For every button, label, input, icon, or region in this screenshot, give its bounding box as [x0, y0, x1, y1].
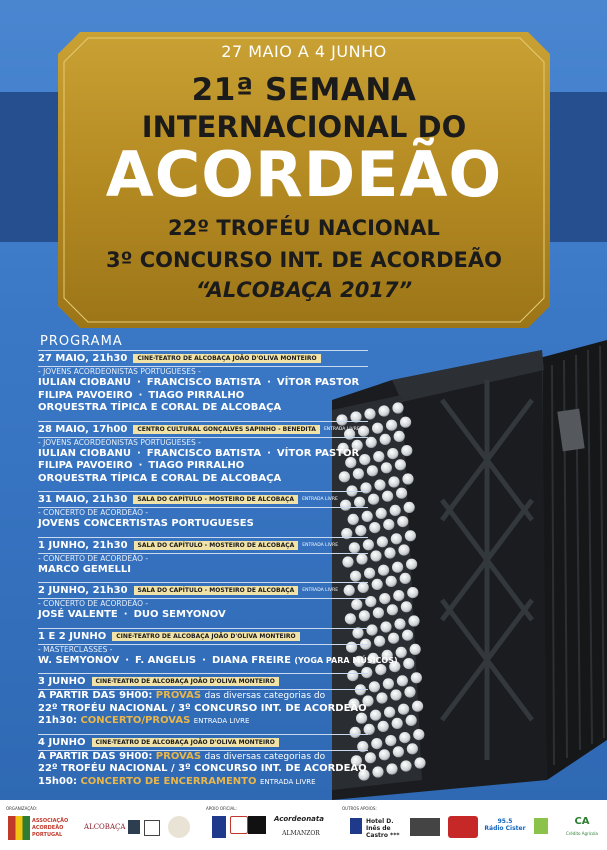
- outros-apoios-label: OUTROS APOIOS:: [342, 806, 377, 811]
- event-venue: CINE-TEATRO DE ALCOBAÇA JOÃO D'OLIVA MONTEIRO: [92, 677, 279, 686]
- accordion-button: [366, 624, 377, 635]
- performer: JOSÉ VALENTE: [38, 609, 118, 620]
- accordion-button: [372, 579, 383, 590]
- accordion-button: [390, 689, 401, 700]
- performers-line: ORQUESTRA TÍPICA E CORAL DE ALCOBAÇA: [38, 402, 282, 413]
- accordion-button: [370, 710, 381, 721]
- accordion-button: [404, 502, 415, 513]
- green-logo: [534, 818, 548, 834]
- performer: FILIPA PAVOEIRO: [38, 460, 133, 471]
- event-header: [38, 673, 368, 690]
- accordion-button: [408, 615, 419, 626]
- accordion-button: [397, 516, 408, 527]
- accordion-button: [386, 763, 397, 774]
- subtitle-trofeu: 22º TROFÉU NACIONAL: [168, 216, 440, 240]
- performer: DIANA FREIRE: [211, 654, 291, 666]
- event-venue: SALA DO CAPÍTULO - MOSTEIRO DE ALCOBAÇA: [134, 586, 299, 595]
- program-list: [38, 350, 398, 794]
- accordion-button: [400, 760, 411, 771]
- association-name: ASSOCIAÇÃO ACORDEÃO PORTUGAL: [32, 818, 69, 838]
- accordion-button: [411, 672, 422, 683]
- entrada-livre-tag: ENTRADA LIVRE: [323, 426, 360, 432]
- government-logo: [212, 816, 226, 838]
- accordion-button: [401, 445, 412, 456]
- credito-agricola-logo: [560, 816, 604, 839]
- event-27-maio: [38, 350, 368, 415]
- unesco-icon: [144, 820, 160, 836]
- event-header: [38, 491, 368, 508]
- acordeonata-logo: Acordeonata: [274, 815, 324, 823]
- performers-line: FILIPA PAVOEIRO · TIAGO PIRRALHO: [38, 460, 245, 471]
- seal-icon: [168, 816, 190, 838]
- event-date: 4 JUNHO: [38, 736, 86, 748]
- event-3-junho: [38, 673, 368, 728]
- time: A PARTIR DAS 9H00:: [38, 690, 153, 701]
- accordion-button: [399, 732, 410, 743]
- accordion-button: [376, 508, 387, 519]
- program-title: PROGRAMA: [40, 334, 123, 349]
- event-date: 31 MAIO, 21h30: [38, 494, 128, 505]
- event-header: [38, 582, 368, 599]
- accordion-button: [387, 448, 398, 459]
- entrada-livre-tag: ENTRADA LIVRE: [302, 588, 339, 593]
- accordion-button: [379, 593, 390, 604]
- accordion-button: [412, 701, 423, 712]
- radio-frequency: 95.5: [497, 818, 513, 825]
- accordion-button: [380, 621, 391, 632]
- entrada-livre-tag: ENTRADA LIVRE: [302, 542, 339, 548]
- event-header: [38, 421, 368, 438]
- performer: DUO SEMYONOV: [133, 609, 226, 620]
- entrada-livre: ENTRADA LIVRE: [193, 717, 250, 725]
- accordion-button: [400, 573, 411, 584]
- event-header: [38, 537, 368, 554]
- schedule-line: [38, 751, 368, 764]
- event-category: - JOVENS ACORDEONISTAS PORTUGUESES -: [38, 367, 201, 376]
- accordion-button: [405, 530, 416, 541]
- accordion-button: [391, 533, 402, 544]
- event-4-junho: [38, 734, 368, 789]
- description: das diversas categorias do: [204, 691, 326, 701]
- accordion-button: [388, 476, 399, 487]
- accordion-button: [374, 636, 385, 647]
- entrada-livre-tag: ENTRADA LIVRE: [302, 497, 338, 502]
- accordion-button: [373, 451, 384, 462]
- accordion-button: [392, 562, 403, 573]
- accordion-button: [383, 519, 394, 530]
- accordion-button: [373, 607, 384, 618]
- accordion-button: [384, 707, 395, 718]
- accordion-button: [384, 547, 395, 558]
- accordion-button: [369, 522, 380, 533]
- accordion-button: [407, 743, 418, 754]
- accordion-button: [375, 664, 386, 675]
- ca-mark: CA: [574, 816, 590, 827]
- schedule-line: [38, 776, 368, 789]
- performers-line: IULIAN CIOBANU · FRANCISCO BATISTA · VÍTOR PASTOR: [38, 447, 360, 459]
- performer-note: (YOGA PARA MÚSICOS): [294, 655, 398, 665]
- event-category: - MASTERCLASSES -: [38, 644, 113, 654]
- accordion-button: [402, 473, 413, 484]
- accordion-button: [392, 718, 403, 729]
- accordion-button: [413, 729, 424, 740]
- accordion-button: [414, 757, 425, 768]
- event-date: 2 JUNHO, 21h30: [38, 585, 128, 596]
- accordion-button: [369, 681, 380, 692]
- municipality-crest-icon: [350, 818, 362, 834]
- performer: VÍTOR PASTOR: [276, 447, 360, 459]
- performer: IULIAN CIOBANU: [38, 377, 131, 388]
- event-date: 3 JUNHO: [38, 676, 86, 687]
- accordion-button: [372, 423, 383, 434]
- accordion-button: [378, 721, 389, 732]
- pension-logo: [448, 816, 478, 838]
- accordion-button: [395, 459, 406, 470]
- official-logo: [230, 816, 248, 834]
- event-venue: CINE-TEATRO DE ALCOBAÇA JOÃO D'OLIVA MONTEIRO: [92, 738, 279, 747]
- event-category: - CONCERTO DE ACORDEÃO -: [38, 553, 149, 563]
- time: 15h00:: [38, 775, 77, 787]
- event-date: 1 E 2 JUNHO: [38, 630, 107, 642]
- performers-line: ORQUESTRA TÍPICA E CORAL DE ALCOBAÇA: [38, 472, 282, 484]
- accordion-button: [368, 494, 379, 505]
- event-header: [38, 628, 368, 645]
- ca-subtitle: Crédito Agrícola: [566, 831, 598, 836]
- accordion-button: [410, 644, 421, 655]
- accordion-button: [397, 675, 408, 686]
- accordion-button: [386, 576, 397, 587]
- accordion-button: [380, 434, 391, 445]
- accordion-button: [383, 678, 394, 689]
- accordion-button: [407, 587, 418, 598]
- accordion-button: [402, 630, 413, 641]
- event-category: - CONCERTO DE ACORDEÃO -: [38, 599, 149, 608]
- accordion-button: [400, 417, 411, 428]
- accordion-button: [406, 559, 417, 570]
- accordion-button: [404, 686, 415, 697]
- accordion-button: [370, 550, 381, 561]
- performer: FILIPA PAVOEIRO: [38, 389, 133, 401]
- event-venue: CINE-TEATRO DE ALCOBAÇA JOÃO D'OLIVA MONTEIRO: [112, 632, 299, 641]
- highlight: PROVAS: [155, 750, 202, 762]
- vila-maria-logo: [410, 818, 440, 836]
- event-date: 28 MAIO, 17h00: [38, 423, 128, 435]
- accordion-button: [393, 590, 404, 601]
- performer: IULIAN CIOBANU: [38, 447, 131, 459]
- performer: W. SEMYONOV: [38, 654, 120, 666]
- radio-cister-logo: [484, 818, 526, 832]
- event-1-junho: [38, 537, 368, 577]
- time: 21h30:: [38, 715, 77, 726]
- accordion-button: [390, 505, 401, 516]
- performer: FRANCISCO BATISTA: [146, 447, 262, 459]
- entrada-livre: ENTRADA LIVRE: [259, 777, 316, 786]
- schedule-line: [38, 715, 368, 728]
- hotel-logo: Hotel D. Inês de Castro ***: [366, 818, 400, 839]
- event-venue: SALA DO CAPÍTULO - MOSTEIRO DE ALCOBAÇA: [133, 495, 298, 504]
- accordion-button: [378, 405, 389, 416]
- accordion-button: [392, 402, 403, 413]
- accordion-button: [385, 735, 396, 746]
- accordion-button: [367, 465, 378, 476]
- performers-line: IULIAN CIOBANU · FRANCISCO BATISTA · VÍTOR PASTOR: [38, 377, 360, 388]
- schedule-line: 22º TROFÉU NACIONAL / 3º CONCURSO INT. DE ACORDEÃO: [38, 702, 367, 714]
- alcobaca-logo: ALCOBAÇA: [84, 823, 126, 831]
- event-header: [38, 350, 368, 367]
- accordion-button: [377, 536, 388, 547]
- performer: VÍTOR PASTOR: [276, 377, 360, 388]
- event-31-maio: [38, 491, 368, 531]
- event-venue: CINE-TEATRO DE ALCOBAÇA JOÃO D'OLIVA MONTEIRO: [133, 354, 320, 363]
- event-date: 1 JUNHO, 21h30: [38, 539, 128, 551]
- accordion-button: [401, 601, 412, 612]
- time: A PARTIR DAS 9H00:: [38, 750, 153, 762]
- subtitle-alcobaca: “ALCOBAÇA 2017”: [195, 278, 413, 302]
- event-category: - CONCERTO DE ACORDEÃO -: [38, 508, 149, 517]
- schedule-line: 22º TROFÉU NACIONAL / 3º CONCURSO INT. DE ACORDEÃO: [38, 763, 367, 774]
- accordion-button: [406, 715, 417, 726]
- accordion-button: [396, 488, 407, 499]
- event-category: - JOVENS ACORDEONISTAS PORTUGUESES -: [38, 437, 201, 447]
- event-2-junho: [38, 582, 368, 622]
- accordion-button: [403, 658, 414, 669]
- association-logo: [8, 816, 30, 840]
- event-date: 27 MAIO, 21h30: [38, 353, 128, 364]
- highlight: CONCERTO DE ENCERRAMENTO: [80, 775, 257, 787]
- performers-line: FILIPA PAVOEIRO · TIAGO PIRRALHO: [38, 389, 245, 401]
- event-dates: 27 MAIO A 4 JUNHO: [221, 42, 387, 61]
- highlight: CONCERTO/PROVAS: [80, 715, 191, 726]
- performers-line: W. SEMYONOV · F. ANGELIS · DIANA FREIRE (YOGA PARA MÚSICOS): [38, 654, 398, 666]
- accordion-button: [394, 618, 405, 629]
- apoio-oficial-label: APOIO OFICIAL:: [206, 806, 237, 811]
- performer: F. ANGELIS: [135, 654, 197, 666]
- schedule-line: [38, 690, 368, 703]
- performers-line: JOVENS CONCERTISTAS PORTUGUESES: [38, 518, 254, 529]
- accordion-button: [381, 462, 392, 473]
- pigini-logo: [248, 816, 266, 834]
- performers-line: JOSÉ VALENTE · DUO SEMYONOV: [38, 609, 226, 620]
- performer: TIAGO PIRRALHO: [148, 389, 245, 401]
- title-acordeao: ACORDEÃO: [105, 138, 503, 211]
- performer: TIAGO PIRRALHO: [148, 460, 245, 471]
- event-header: [38, 734, 368, 751]
- event-28-maio: [38, 421, 368, 486]
- event-venue: CENTRO CULTURAL GONÇALVES SAPINHO - BENEDITA: [133, 425, 320, 434]
- accordion-button: [398, 704, 409, 715]
- accordion-button: [398, 544, 409, 555]
- description: das diversas categorias do: [204, 751, 326, 762]
- organizacao-label: ORGANIZAÇÃO:: [6, 806, 38, 811]
- accordion-image: [332, 340, 607, 800]
- accordion-button: [388, 633, 399, 644]
- performer: FRANCISCO BATISTA: [146, 377, 262, 388]
- accordion-button: [379, 749, 390, 760]
- accordion-button: [387, 604, 398, 615]
- sponsors-strip: [0, 800, 607, 850]
- highlight: PROVAS: [155, 690, 202, 701]
- event-venue: SALA DO CAPÍTULO - MOSTEIRO DE ALCOBAÇA: [134, 541, 299, 550]
- accordion-button: [376, 692, 387, 703]
- accordion-button: [374, 479, 385, 490]
- accordion-button: [382, 491, 393, 502]
- accordion-button: [372, 766, 383, 777]
- accordion-button: [393, 746, 404, 757]
- accordion-button: [386, 420, 397, 431]
- accordion-button: [378, 565, 389, 576]
- performers-line: MARCO GEMELLI: [38, 563, 131, 575]
- crest-icon: [128, 820, 140, 834]
- almanzor-logo: ALMANZOR: [282, 830, 320, 837]
- title-line-1: 21ª SEMANA: [191, 72, 417, 108]
- event-1-e-2-junho: [38, 628, 398, 668]
- accordion-button: [394, 431, 405, 442]
- radio-name: Rádio Cister: [484, 825, 526, 832]
- accordion-button: [371, 738, 382, 749]
- title-line-2: INTERNACIONAL DO: [141, 110, 467, 144]
- subtitle-concurso: 3º CONCURSO INT. DE ACORDEÃO: [106, 248, 502, 272]
